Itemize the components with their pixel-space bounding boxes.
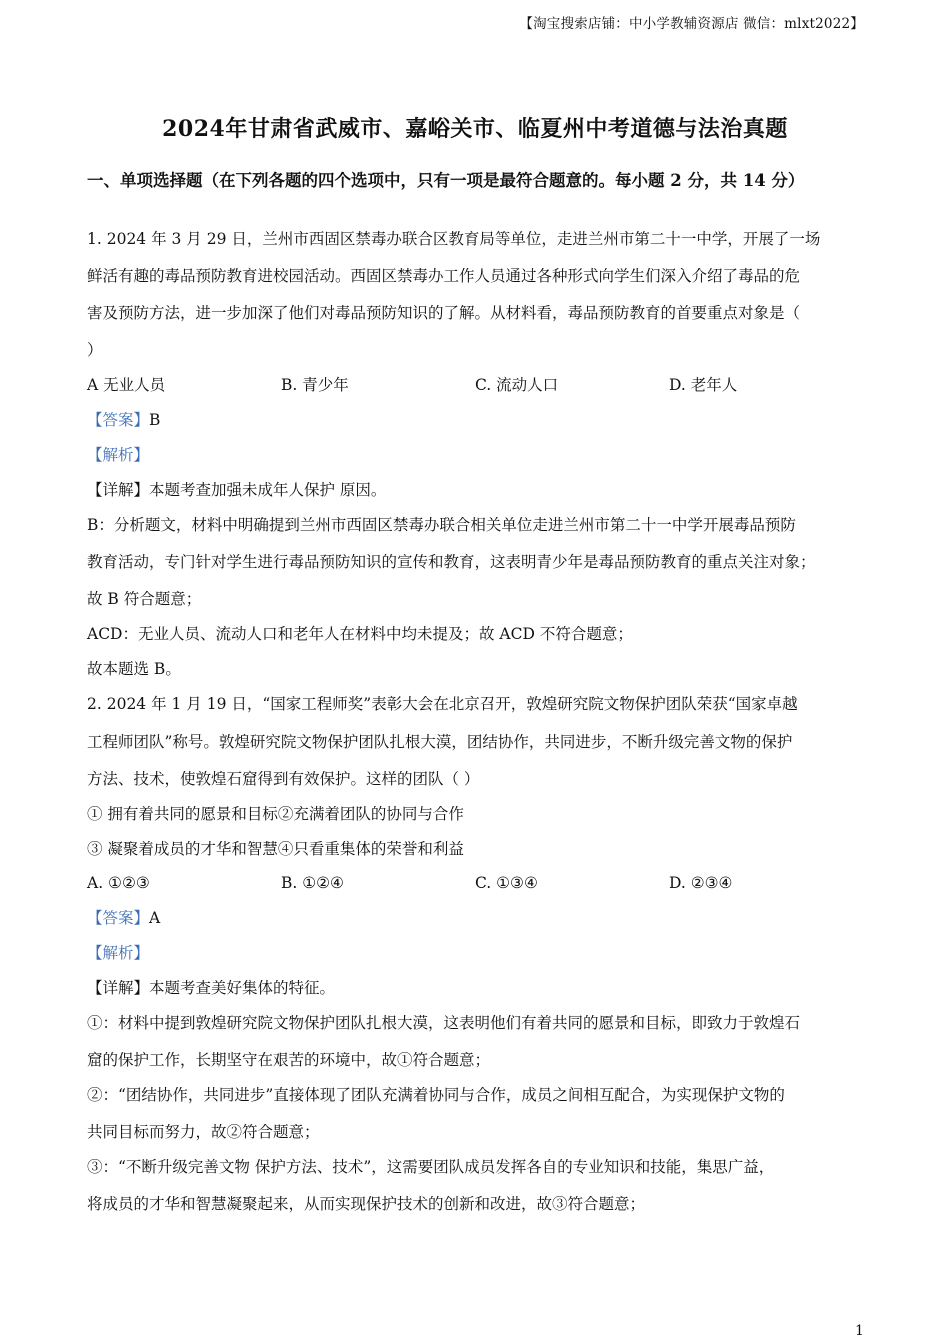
- q2-detail: 窟的保护工作，长期坚守在艰苦的环境中，故①符合题意；: [87, 1051, 491, 1069]
- q1-line: 1. 2024 年 3 月 29 日，兰州市西固区禁毒办联合区教育局等单位，走进兰州市第二十一中学，开展了一场: [87, 230, 821, 248]
- q2-option-d: D. ②③④: [669, 874, 733, 892]
- q2-analysis-tag: 【解析】: [87, 944, 150, 962]
- answer-tag: 【答案】: [87, 909, 150, 927]
- q1-option-a: A 无业人员: [87, 376, 166, 394]
- q1-detail: B：分析题文，材料中明确提到兰州市西固区禁毒办联合相关单位走进兰州市第二十一中学开展毒品预防: [87, 516, 796, 534]
- q1-analysis-tag: 【解析】: [87, 446, 150, 464]
- q2-detail: 共同目标而努力，故②符合题意；: [87, 1123, 320, 1141]
- q1-option-c: C. 流动人口: [475, 376, 559, 394]
- q2-line: 工程师团队”称号。敦煌研究院文物保护团队扎根大漠，团结协作，共同进步，不断升级完善文物的保护: [87, 733, 793, 751]
- q2-detail: ③：“不断升级完善文物 保护方法、技术”，这需要团队成员发挥各自的专业知识和技能，集思广益，: [87, 1158, 775, 1176]
- q2-line: 方法、技术，使敦煌石窟得到有效保护。这样的团队（ ）: [87, 770, 480, 788]
- answer-tag: 【答案】: [87, 411, 150, 429]
- answer-value: B: [149, 411, 161, 429]
- answer-value: A: [149, 909, 161, 927]
- q2-option-b: B. ①②④: [281, 874, 344, 892]
- q1-option-d: D. 老年人: [669, 376, 738, 394]
- q1-detail: 【详解】本题考查加强未成年人保护 原因。: [87, 481, 387, 499]
- q2-answer: [87, 908, 160, 928]
- q1-detail: ACD：无业人员、流动人口和老年人在材料中均未提及；故 ACD 不符合题意；: [87, 625, 633, 643]
- q1-line: 鲜活有趣的毒品预防教育进校园活动。西固区禁毒办工作人员通过各种形式向学生们深入介绍了毒品的危: [87, 267, 801, 285]
- q2-option-c: C. ①③④: [475, 874, 538, 892]
- page-number: 1: [855, 1323, 864, 1339]
- q2-detail: 【详解】本题考查美好集体的特征。: [87, 979, 336, 997]
- section-heading: 一、单项选择题（在下列各题的四个选项中，只有一项是最符合题意的。每小题 2 分，共 14 分）: [87, 171, 805, 190]
- q1-answer: [87, 410, 160, 430]
- q2-statement: ① 拥有着共同的愿景和目标②充满着团队的协同与合作: [87, 805, 464, 823]
- q2-detail: 将成员的才华和智慧凝聚起来，从而实现保护技术的创新和改进，故③符合题意；: [87, 1195, 646, 1213]
- page-title: 2024年甘肃省武威市、嘉峪关市、临夏州中考道德与法治真题: [162, 116, 788, 142]
- q1-detail: 故 B 符合题意；: [87, 590, 202, 608]
- q2-detail: ①：材料中提到敦煌研究院文物保护团队扎根大漠，这表明他们有着共同的愿景和目标，即致力于敦煌石: [87, 1014, 801, 1032]
- q1-detail: 教育活动，专门针对学生进行毒品预防知识的宣传和教育，这表明青少年是毒品预防教育的重点关注对象；: [87, 553, 816, 571]
- q2-detail: ②：“团结协作，共同进步”直接体现了团队充满着协同与合作，成员之间相互配合，为实现保护文物的: [87, 1086, 785, 1104]
- q2-statement: ③ 凝聚着成员的才华和智慧④只看重集体的荣誉和利益: [87, 840, 464, 858]
- q1-line: 害及预防方法，进一步加深了他们对毒品预防知识的了解。从材料看，毒品预防教育的首要重点对象是（: [87, 304, 801, 322]
- header-note: 【淘宝搜索店铺：中小学教辅资源店 微信：mlxt2022】: [519, 16, 864, 32]
- q1-option-b: B. 青少年: [281, 376, 349, 394]
- q1-line: ）: [87, 341, 103, 359]
- q2-line: 2. 2024 年 1 月 19 日，“国家工程师奖”表彰大会在北京召开，敦煌研究院文物保护团队荣获“国家卓越: [87, 695, 798, 713]
- q2-option-a: A. ①②③: [87, 874, 150, 892]
- q1-detail: 故本题选 B。: [87, 660, 181, 678]
